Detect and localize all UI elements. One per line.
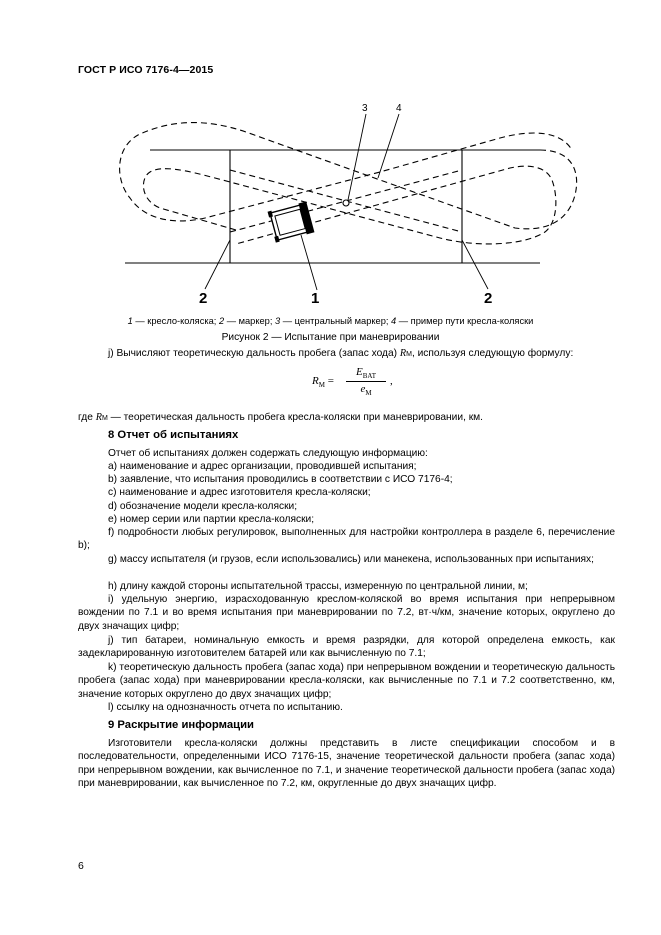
document-page: ГОСТ Р ИСО 7176-4—2015 3 4 2 1 2 1 — кресло-коляска; 2 — маркер; 3 — центральный маркер; 4 — пример пути кресла-коляски Рисунок 2 — Испытание при маневрировании j) Вычисляют теоретическую дальность пробега (запас хода) RM, используя следующую формулу: $R_M$ = $E_{BAT}$ $e_M$ , где RM — теоретическая дальность пробега кресла-коляски при маневрировании, км. 8 Отчет об испытаниях Отчет об испытаниях должен содержать следующую информацию: а) наименование и адрес организации, проводившей испытания; b) заявление, что испытания проводились в соответствии с ИСО 7176-4; c) наименование и адрес изготовителя кресла-коляски; d) обозначение модели кресла-коляски; e) номер серии или партии кресла-коляски; f) подробности любых регулировок, выполненных для настройки контроллера в разделе 6, перечисление b); g) массу испытателя (и грузов, если использовались) или манекена, использованных при испытаниях; h) длину каждой стороны испытательной трассы, измеренную по центральной линии, м; i) удельную энергию, израсходованную креслом-коляской во время испытания при непрерывном вождении по 7.1 и во время испытания при маневрировании по 7.2, вт·ч/км, значение которых, округлено до двух значащих цифр; j) тип батареи, номинальную емкость и время разрядки, для которой определена емкость, как задекларированную изготовителем батарей или как вычисленную по 7.1; k) теоретическую дальность пробега (запас хода) при непрерывном вождении и теоретическую дальность пробега (запас хода) при маневрировании кресла-коляски, как вычисленные по 7.1 и 7.2 соответственно, км, значение которых округлено до двух значащих цифр; l) ссылку на однозначность отчета по испытанию. 9 Раскрытие информации Изготовители кресла-коляски должны представить в листе спецификации способом и в последовательности, определенными ИСО 7176-15, значение теоретической дальности пробега (запас хода) при непрерывном вождении, как вычисленное по 7.1, и значение теоретической дальности пробега (запас хода) при маневрировании, как вычисленное по 7.2, км, округленные до двух значащих цифр. 6 [0,0,661,935]
section-8-item: i) удельную энергию, израсходованную креслом-коляской во время испытания при непрерывном вождении по 7.1 и во время испытания при маневрировании по 7.2, вт·ч/км, значение которых, округлено до двух значащих цифр; [78,594,615,632]
section-8-item: e) номер серии или партии кресла-коляски; [108,514,315,525]
section-9-text: Изготовители кресла-коляски должны представить в листе спецификации способом и в последовательности, определенными ИСО 7176-15, значение теоретической дальности пробега (запас хода) при непрерывном вождении, как вычисленное по 7.1, и значение теоретической дальности пробега (запас хода) при маневрировании, как вычисленное по 7.2, км, округленные до двух значащих цифр. [78,738,615,790]
section-8-item: c) наименование и адрес изготовителя кресла-коляски; [108,487,371,498]
paragraph-j: j) Вычисляют теоретическую дальность пробега (запас хода) RM, используя следующую формулу: [108,348,574,359]
figure-legend: 1 — кресло-коляска; 2 — маркер; 3 — центральный маркер; 4 — пример пути кресла-коляски [127,316,534,326]
section-8-item: j) тип батареи, номинальную емкость и время разрядки, для которой определена емкость, как задекларированную изготовителем батарей или как вычисленную по 7.1; [78,635,615,660]
where-clause: где RM — теоретическая дальность пробега кресла-коляски при маневрировании, км. [78,412,484,423]
section-8-item: d) обозначение модели кресла-коляски; [108,501,298,512]
section-8-intro: Отчет об испытаниях должен содержать следующую информацию: [108,448,428,459]
central-marker [343,200,349,206]
inner-path [143,166,555,244]
section-8-item: f) подробности любых регулировок, выполненных для настройки контроллера в разделе 6, перечисление b); [78,527,615,552]
document-header: ГОСТ Р ИСО 7176-4—2015 [78,64,214,76]
section-8-item: l) ссылку на однозначность отчета по испытанию. [108,702,343,713]
section-9-title: 9 Раскрытие информации [108,719,254,731]
section-8-item: а) наименование и адрес организации, проводившей испытания; [108,461,417,472]
section-8-item: k) теоретическую дальность пробега (запас хода) при непрерывном вождении и теоретическую дальность пробега (запас хода) при маневрировании кресла-коляски, как вычисленные по 7.1 и 7.2 соответственно, км, значение которых округлено до двух значащих цифр; [78,662,615,700]
callout-3: 3 [362,103,368,114]
maneuvering-track-figure [0,0,661,320]
section-8-item: g) массу испытателя (и грузов, если использовались) или манекена, использованных при испытаниях; [108,554,594,565]
callout-4: 4 [396,103,402,114]
callout-2-right: 2 [484,290,493,307]
section-8-item: h) длину каждой стороны испытательной трассы, измеренную по центральной линии, м; [108,581,528,592]
callout-2-left: 2 [199,290,208,307]
callout-1: 1 [311,290,320,307]
wheelchair [268,201,315,242]
section-8-title: 8 Отчет об испытаниях [108,429,239,441]
section-8-item: b) заявление, что испытания проводились в соответствии с ИСО 7176-4; [108,474,453,485]
figure-caption: Рисунок 2 — Испытание при маневрировании [221,332,440,343]
page-number: 6 [78,860,84,872]
